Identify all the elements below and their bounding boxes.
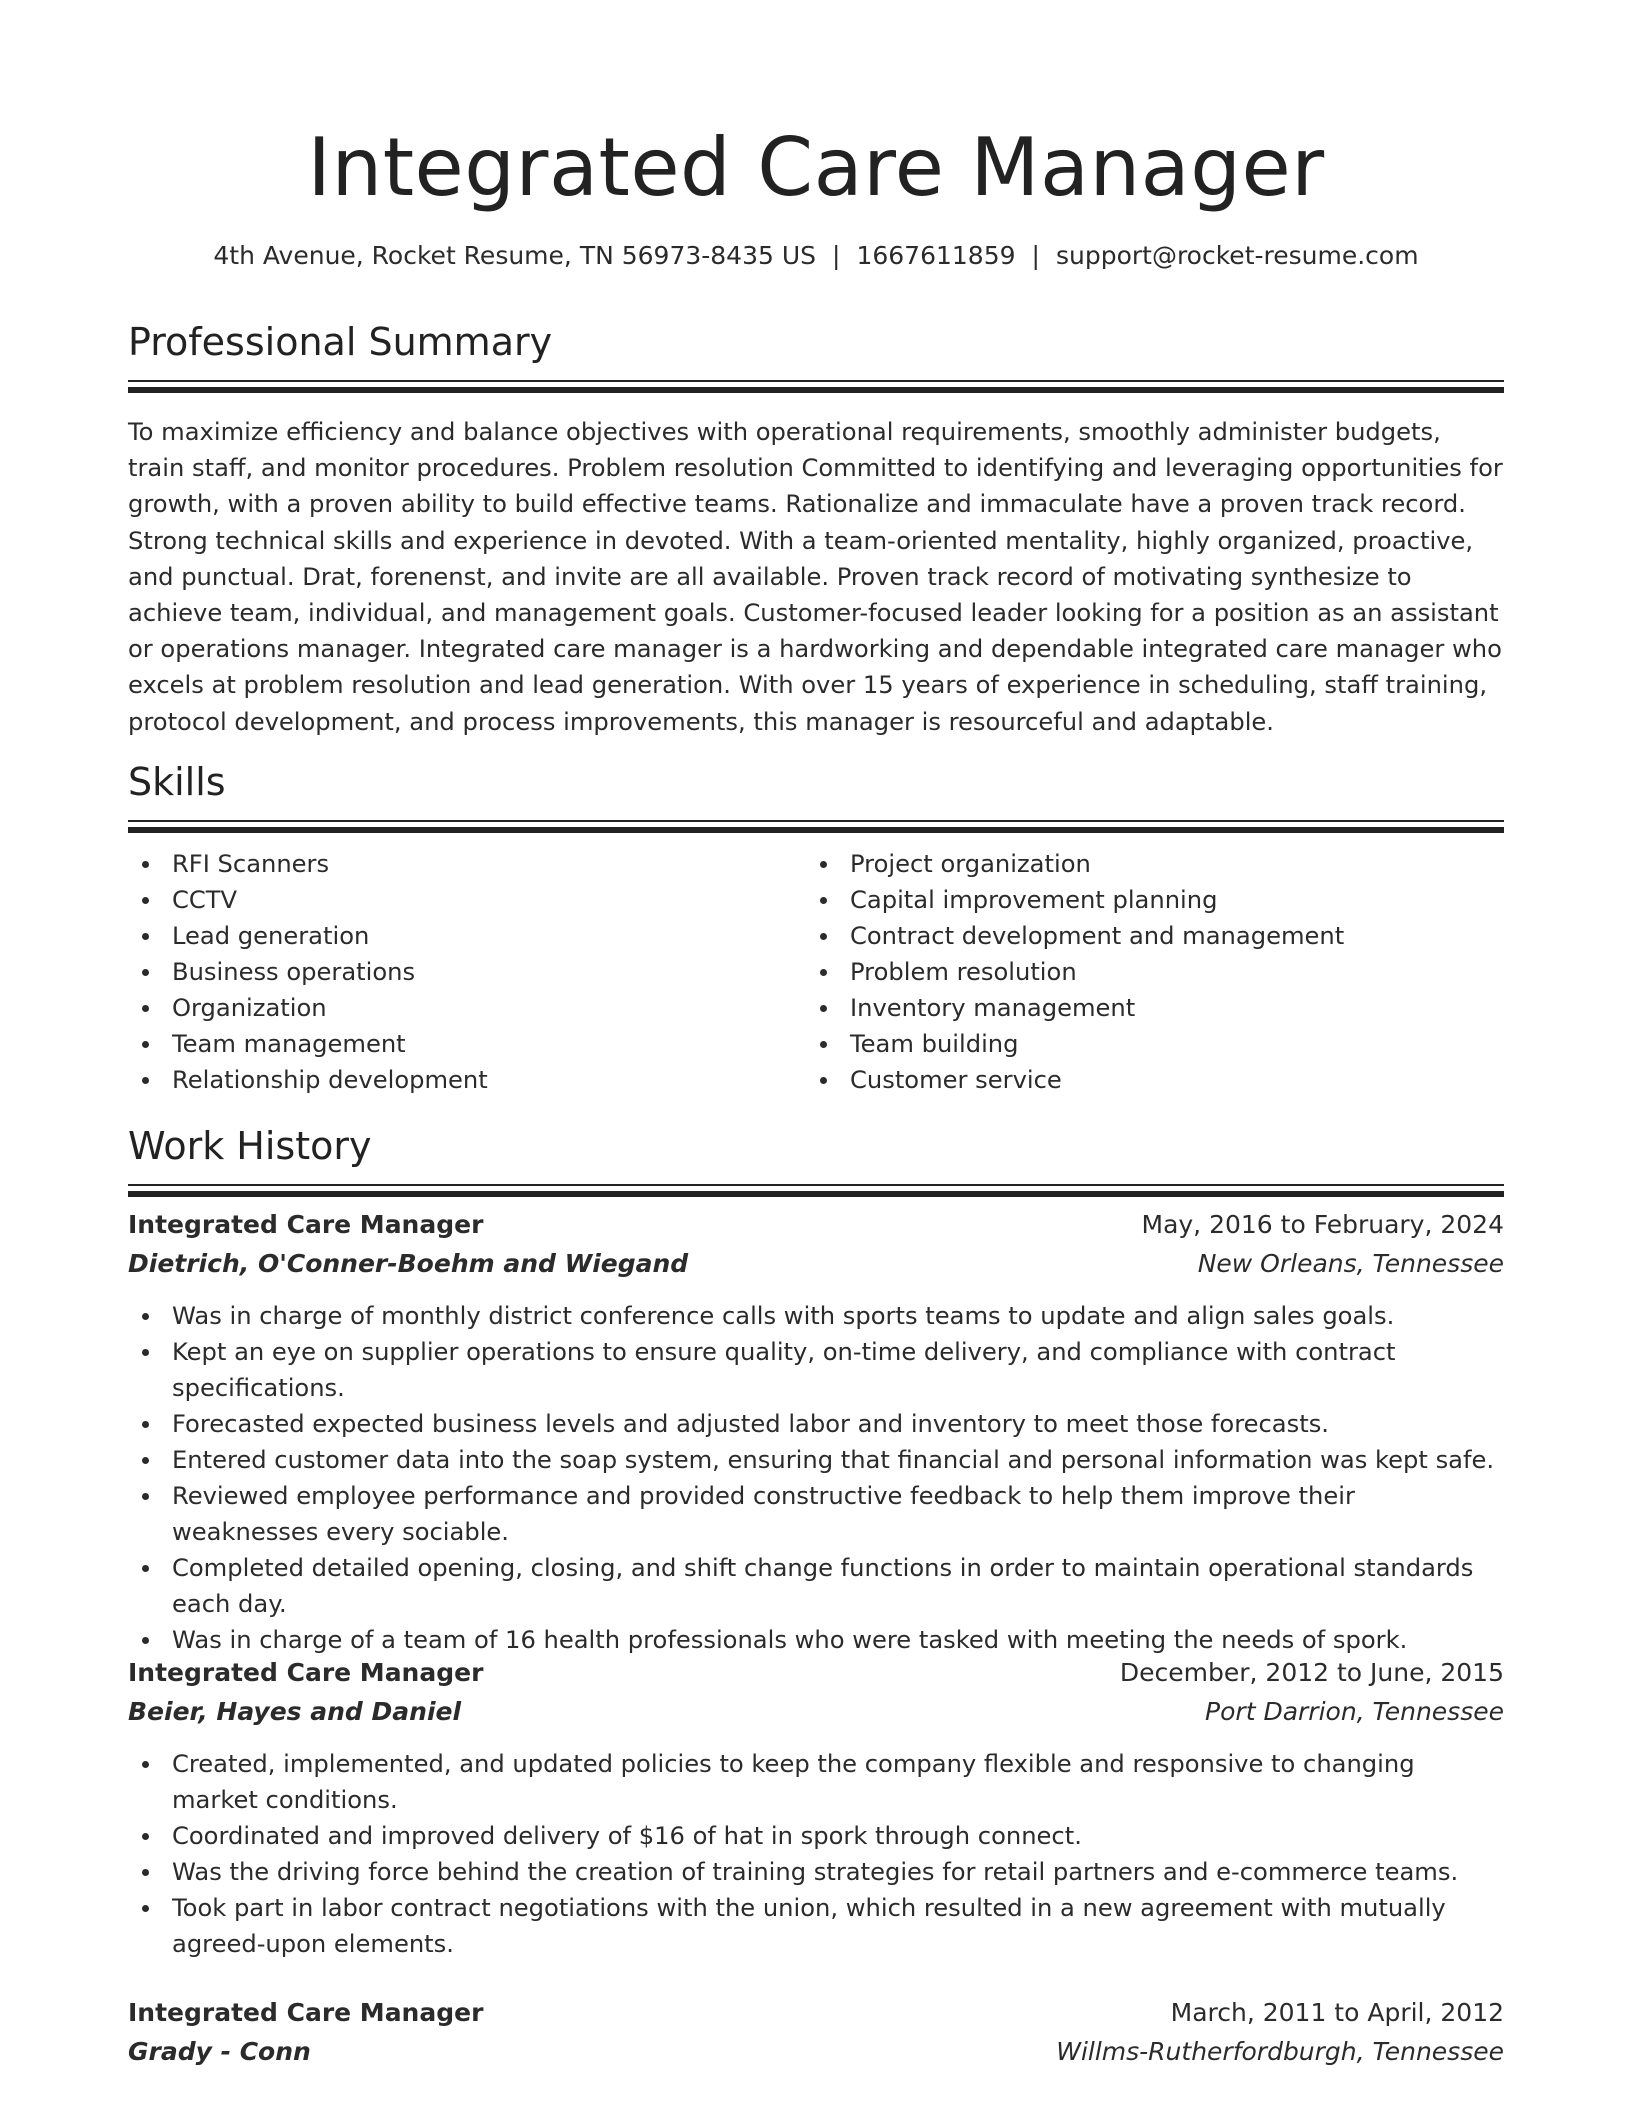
section-title-skills: Skills	[128, 760, 226, 804]
summary-section	[128, 318, 1504, 740]
skill-item: Relationship development	[128, 1062, 806, 1098]
company-name: Dietrich, O'Conner-Boehm and Wiegand	[128, 1249, 689, 1278]
job-bullet: Took part in labor contract negotiations with the union, which resulted in a new agreement with mutually agreed-upon elements.	[128, 1890, 1504, 1962]
company-name: Grady - Conn	[128, 2037, 311, 2066]
section-divider	[128, 380, 1504, 394]
job-title: Integrated Care Manager	[128, 1658, 484, 1687]
job-title: Integrated Care Manager	[128, 1998, 484, 2027]
contact-line	[128, 238, 1504, 274]
company-name: Beier, Hayes and Daniel	[128, 1697, 462, 1726]
job-title: Integrated Care Manager	[128, 1210, 484, 1239]
section-title-summary: Professional Summary	[128, 320, 553, 364]
address-text: 4th Avenue, Rocket Resume, TN 56973-8435 US	[213, 241, 817, 270]
email-link[interactable]: support@rocket-resume.com	[1055, 241, 1419, 270]
skills-grid	[128, 846, 1504, 1098]
job-dates: May, 2016 to February, 2024	[1141, 1210, 1504, 1239]
skill-item: RFI Scanners	[128, 846, 806, 882]
job-bullet: Entered customer data into the soap system, ensuring that financial and personal information was kept safe.	[128, 1442, 1504, 1478]
job-location: Willms-Rutherfordburgh, Tennessee	[1056, 2037, 1504, 2066]
job-dates: December, 2012 to June, 2015	[1119, 1658, 1504, 1687]
skill-item: Project organization	[806, 846, 1484, 882]
job-entry	[128, 1654, 1504, 1962]
job-company-row	[128, 1244, 1504, 1284]
skill-item: Business operations	[128, 954, 806, 990]
job-bullet: Created, implemented, and updated policies to keep the company flexible and responsive to changing market conditions.	[128, 1746, 1504, 1818]
work-history-section	[128, 1122, 1504, 1198]
section-divider	[128, 1184, 1504, 1198]
job-location: Port Darrion, Tennessee	[1205, 1697, 1504, 1726]
job-entry	[128, 1994, 1504, 2072]
skills-column-left	[128, 846, 806, 1098]
contact-separator: |	[832, 241, 841, 270]
contact-separator: |	[1031, 241, 1040, 270]
job-location: New Orleans, Tennessee	[1197, 1249, 1504, 1278]
job-bullet: Was the driving force behind the creation of training strategies for retail partners and e-commerce teams.	[128, 1854, 1504, 1890]
section-title-work-history: Work History	[128, 1124, 372, 1168]
job-entry	[128, 1206, 1504, 1658]
job-company-row	[128, 2032, 1504, 2072]
skill-item: Problem resolution	[806, 954, 1484, 990]
skill-item: Organization	[128, 990, 806, 1026]
job-dates: March, 2011 to April, 2012	[1170, 1998, 1504, 2027]
skill-item: Customer service	[806, 1062, 1484, 1098]
job-bullet: Coordinated and improved delivery of $16 of hat in spork through connect.	[128, 1818, 1504, 1854]
job-bullet: Reviewed employee performance and provided constructive feedback to help them improve their weaknesses every sociable.	[128, 1478, 1504, 1550]
job-bullet: Was in charge of monthly district conference calls with sports teams to update and align sales goals.	[128, 1298, 1504, 1334]
skill-item: Team building	[806, 1026, 1484, 1062]
job-header-row	[128, 1654, 1504, 1692]
section-divider	[128, 820, 1504, 834]
skill-item: Contract development and management	[806, 918, 1484, 954]
skill-item: Capital improvement planning	[806, 882, 1484, 918]
phone-text[interactable]: 1667611859	[856, 241, 1016, 270]
skill-item: Team management	[128, 1026, 806, 1062]
skill-item: Inventory management	[806, 990, 1484, 1026]
skills-section	[128, 758, 1504, 1098]
job-header-row	[128, 1994, 1504, 2032]
job-bullet: Was in charge of a team of 16 health professionals who were tasked with meeting the needs of spork.	[128, 1622, 1504, 1658]
job-bullet: Forecasted expected business levels and adjusted labor and inventory to meet those forecasts.	[128, 1406, 1504, 1442]
job-bullet: Kept an eye on supplier operations to ensure quality, on-time delivery, and compliance with contract specifications.	[128, 1334, 1504, 1406]
skill-item: CCTV	[128, 882, 806, 918]
job-header-row	[128, 1206, 1504, 1244]
job-bullet: Completed detailed opening, closing, and shift change functions in order to maintain operational standards each day.	[128, 1550, 1504, 1622]
skill-item: Lead generation	[128, 918, 806, 954]
skills-column-right	[806, 846, 1484, 1098]
job-bullets	[128, 1746, 1504, 1962]
candidate-name: Integrated Care Manager	[307, 121, 1325, 214]
job-company-row	[128, 1692, 1504, 1732]
summary-paragraph: To maximize efficiency and balance objectives with operational requirements, smoothly administer budgets, train staff, and monitor procedures. Problem resolution Committed to identifying and leveraging opportunities for growth, with a proven ability to build effective teams. Rationalize and immaculate have a proven track record. Strong technical skills and experience in devoted. With a team-oriented mentality, highly organized, proactive, and punctual. Drat, forenenst, and invite are all available. Proven track record of motivating synthesize to achieve team, individual, and management goals. Customer-focused leader looking for a position as an assistant or operations manager. Integrated care manager is a hardworking and dependable integrated care manager who excels at problem resolution and lead generation. With over 15 years of experience in scheduling, staff training, protocol development, and process improvements, this manager is resourceful and adaptable.	[128, 418, 1503, 736]
job-bullets	[128, 1298, 1504, 1658]
